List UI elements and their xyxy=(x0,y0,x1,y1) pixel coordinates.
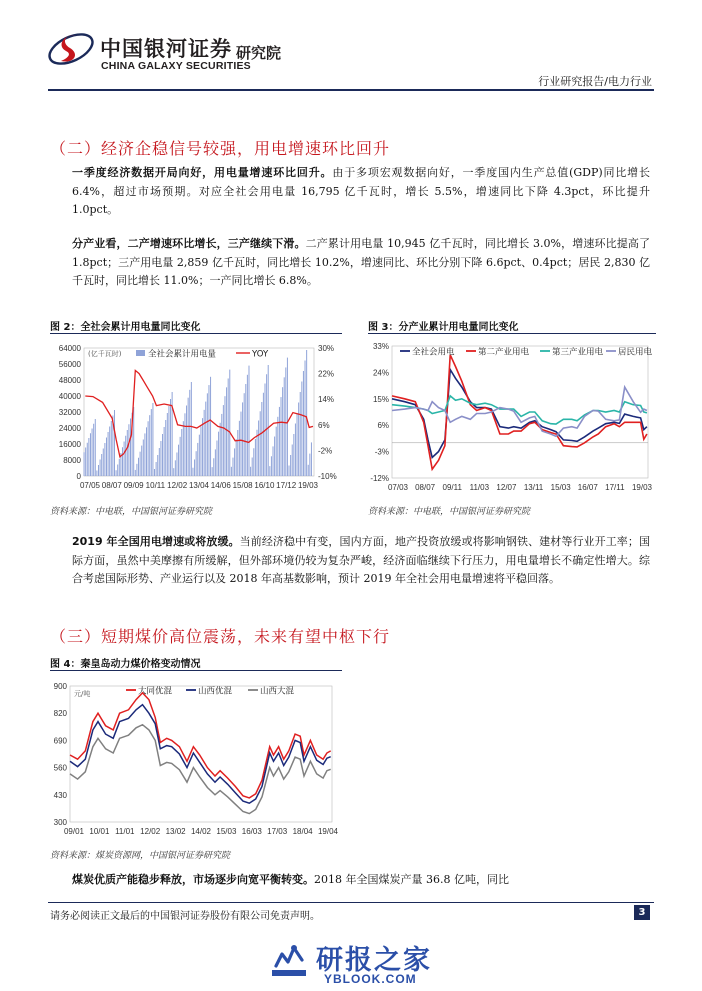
fig2-y-left-tick: 0 xyxy=(76,472,81,481)
fig4-x-tick: 09/01 xyxy=(63,827,85,836)
fig4-x-tick: 17/03 xyxy=(267,827,288,836)
figure-3-source: 资料来源：中电联，中国银河证券研究院 xyxy=(368,507,531,517)
fig2-legend-bar: 全社会累计用电量 xyxy=(148,349,217,360)
fig2-x-tick: 09/09 xyxy=(123,481,144,490)
footer-disclaimer: 请务必阅读正文最后的中国银河证券股份有限公司免责声明。 xyxy=(50,911,320,922)
fig2-x-tick: 19/03 xyxy=(297,481,319,490)
header-rule xyxy=(48,89,654,91)
fig3-legend-label: 居民用电 xyxy=(618,347,653,358)
fig2-bar xyxy=(223,405,224,476)
figure-4-source: 资料来源：煤炭资源网，中国银河证券研究院 xyxy=(50,851,231,861)
paragraph-3-lead: 2019 年全国用电增速或将放缓。 xyxy=(72,535,240,548)
fig4-x-tick: 18/04 xyxy=(292,827,313,836)
fig2-bar xyxy=(175,460,176,476)
fig2-bar xyxy=(268,365,269,476)
fig2-y-left-tick: 8000 xyxy=(63,456,81,465)
fig2-bar xyxy=(229,370,230,476)
fig2-bar xyxy=(212,467,213,476)
fig2-bar xyxy=(130,419,131,477)
fig2-bar xyxy=(95,419,96,476)
figure-4-title: 图 4：秦皇岛动力煤价格变动情况 xyxy=(50,659,201,670)
fig2-bar xyxy=(258,421,259,477)
fig2-y-left-tick: 16000 xyxy=(58,440,81,449)
fig2-bar xyxy=(151,409,152,476)
fig2-bar xyxy=(208,385,209,476)
fig4-legend-label: 山西大混 xyxy=(260,686,295,697)
paragraph-2-body: 二产累计用电量 10,945 亿千瓦时，同比增长 3.0%，增速环比提高了 1.8pct；三产用电量 2,859 亿千瓦时，同比增长 10.2%，增速同比、环比分别下降 6.6pct、0.4pct；居民 2,830 亿千瓦时，同比增长 11.0%；一产同比增长 6.8%。 xyxy=(72,237,650,287)
fig2-bar xyxy=(168,406,169,476)
fig2-bar xyxy=(247,375,248,476)
figure-4-chart xyxy=(30,672,348,844)
fig2-legend-line: YOY xyxy=(252,349,269,360)
fig2-bar xyxy=(128,424,129,476)
fig3-y-tick: 6% xyxy=(377,421,389,431)
fig4-x-tick: 14/02 xyxy=(190,827,212,836)
fig4-x-tick: 11/01 xyxy=(115,827,135,836)
fig2-bar xyxy=(133,407,134,476)
fig2-bar xyxy=(85,448,86,477)
figure-2-title: 图 2：全社会累计用电量同比变化 xyxy=(50,322,201,333)
fig2-bar xyxy=(93,424,94,476)
paragraph-2 xyxy=(72,235,650,291)
fig2-bar xyxy=(215,449,216,476)
report-category: 行业研究报告/电力行业 xyxy=(538,75,652,88)
fig2-bar xyxy=(295,424,296,477)
fig4-x-tick: 19/04 xyxy=(317,827,339,836)
figure-2-source: 资料来源：中电联，中国银河证券研究院 xyxy=(50,507,213,517)
figure-3-title-rule xyxy=(368,333,656,334)
fig2-bar xyxy=(148,421,149,476)
fig2-bar xyxy=(308,465,309,476)
fig4-plot-area xyxy=(70,686,332,822)
page-number: 3 xyxy=(634,905,650,920)
fig2-bar xyxy=(188,398,189,476)
fig3-x-tick: 13/11 xyxy=(523,483,544,492)
fig2-y-right-tick: -2% xyxy=(318,446,333,456)
paragraph-1-lead: 一季度经济数据开局向好，用电量增速环比回升。 xyxy=(72,166,333,179)
fig2-bar xyxy=(194,459,195,476)
figure-2-title-rule xyxy=(50,333,342,334)
fig2-bar xyxy=(176,453,177,477)
fig2-bar xyxy=(266,374,267,476)
paragraph-4-lead: 煤炭优质产能稳步释放，市场逐步向宽平衡转变。 xyxy=(72,873,314,886)
fig4-x-tick: 13/02 xyxy=(165,827,186,836)
paragraph-3-body: 当前经济稳中有变，国内方面，地产投资放缓或将影响钢铁、建材等行业开工率；国际方面，虽然中美摩擦有所缓解，但外部环境仍较为复杂严峻，经济面临继续下行压力，用电量增长不确定性增大。综合考虑国际形势、产业运行以及 2018 年高基数影响，预计 2019 年全社会用电量增速将平稳回落。 xyxy=(72,535,650,585)
fig3-legend-label: 全社会用电 xyxy=(412,347,455,358)
fig2-bar xyxy=(202,418,203,476)
fig2-bar xyxy=(282,387,283,476)
fig3-y-tick: 33% xyxy=(372,342,389,351)
fig2-bar xyxy=(138,458,139,476)
fig2-bar xyxy=(181,429,182,476)
fig2-bar xyxy=(178,445,179,476)
fig2-bar xyxy=(184,413,185,476)
fig2-bar xyxy=(156,462,157,476)
fig2-y-right-tick: -10% xyxy=(318,472,337,481)
fig2-bar xyxy=(189,390,190,476)
fig3-y-tick: -12% xyxy=(370,474,389,483)
logo-cn-text: 中国银河证券 xyxy=(100,37,232,61)
fig2-bar xyxy=(269,466,270,476)
fig2-bar xyxy=(103,449,104,477)
watermark-logo-icon xyxy=(268,940,310,982)
fig2-bar xyxy=(297,413,298,476)
fig2-bar xyxy=(245,384,246,476)
fig2-bar xyxy=(239,421,240,476)
fig2-bar xyxy=(164,427,165,476)
fig2-bar xyxy=(236,439,237,476)
fig2-bar xyxy=(101,454,102,476)
section-title-3: （三）短期煤价高位震荡，未来有望中枢下行 xyxy=(50,627,391,646)
fig2-bar xyxy=(191,382,192,476)
fig2-y-right-tick: 6% xyxy=(318,420,330,430)
fig2-bar xyxy=(232,458,233,476)
fig2-bar xyxy=(248,366,249,476)
fig2-bar xyxy=(279,407,280,476)
fig2-bar xyxy=(237,430,238,476)
fig2-bar xyxy=(192,468,193,476)
fig2-bar xyxy=(234,448,235,476)
fig2-x-tick: 08/07 xyxy=(101,481,122,490)
fig2-bar xyxy=(92,429,93,477)
fig2-bar xyxy=(221,414,222,476)
fig2-bar xyxy=(157,455,158,476)
fig2-x-tick: 13/04 xyxy=(188,481,210,490)
fig3-x-tick: 09/11 xyxy=(442,483,462,492)
fig2-bar xyxy=(242,402,243,476)
logo xyxy=(46,24,96,74)
fig4-legend-label: 山西优混 xyxy=(198,686,233,697)
fig2-bar xyxy=(276,427,277,476)
fig4-x-tick: 12/02 xyxy=(140,827,161,836)
fig2-bar xyxy=(303,371,304,476)
fig2-y-left-tick: 32000 xyxy=(58,408,81,417)
fig2-bar xyxy=(146,427,147,476)
fig2-bar xyxy=(117,465,118,477)
fig2-bar xyxy=(154,469,155,476)
fig2-bar xyxy=(200,426,201,476)
fig2-bar xyxy=(199,435,200,476)
fig2-bar xyxy=(172,392,173,476)
fig2-bar xyxy=(204,410,205,476)
fig3-x-tick: 11/03 xyxy=(469,483,490,492)
fig2-bar xyxy=(116,470,117,476)
fig2-bar xyxy=(216,441,217,476)
fig2-x-tick: 07/05 xyxy=(79,481,101,490)
figure-2-chart xyxy=(48,336,344,500)
watermark-cn: 研报之家 xyxy=(316,945,432,976)
fig2-bar xyxy=(207,393,208,476)
fig2-bar xyxy=(109,427,110,477)
fig4-y-tick: 560 xyxy=(53,763,67,773)
paragraph-1-body: 由于多项宏观数据向好，一季度国内生产总值(GDP)同比增长 6.4%，超过市场预期。对应全社会用电量 16,795 亿千瓦时，增长 5.5%，增速同比下降 4.3pct，环比提升 1.0pct。 xyxy=(72,166,651,216)
footer-rule xyxy=(48,902,654,903)
fig2-bar xyxy=(218,432,219,476)
watermark xyxy=(268,938,488,988)
fig2-y-left-tick: 24000 xyxy=(58,424,81,433)
fig2-bar xyxy=(152,403,153,476)
fig2-bar xyxy=(205,402,206,476)
paragraph-1 xyxy=(72,164,650,220)
fig2-y-right-tick: 22% xyxy=(318,369,335,379)
fig2-bar xyxy=(287,358,288,476)
fig2-bar xyxy=(170,399,171,476)
figure-3-chart xyxy=(362,336,658,500)
paragraph-3 xyxy=(72,533,650,589)
fig3-x-tick: 08/07 xyxy=(415,483,436,492)
fig2-bar xyxy=(144,433,145,476)
section-title-2: （二）经济企稳信号较强，用电增速环比回升 xyxy=(50,139,391,158)
fig4-legend-label: 大同优混 xyxy=(138,686,173,697)
fig2-bar xyxy=(196,451,197,476)
logo-sub-text: 研究院 xyxy=(236,44,282,62)
fig2-bar xyxy=(253,448,254,476)
paragraph-4-body: 2018 年全国煤炭产量 36.8 亿吨，同比 xyxy=(314,873,509,886)
fig4-x-tick: 15/03 xyxy=(216,827,237,836)
fig2-bar xyxy=(273,446,274,476)
fig2-y-right-tick: 30% xyxy=(318,344,335,353)
fig2-bar xyxy=(284,377,285,476)
fig2-bar xyxy=(250,467,251,476)
fig2-bar xyxy=(186,406,187,477)
fig2-bar xyxy=(159,448,160,476)
fig2-bar xyxy=(127,430,128,476)
fig2-bar xyxy=(119,459,120,476)
fig2-bar xyxy=(220,423,221,476)
fig2-bar xyxy=(167,413,168,476)
paragraph-2-lead: 分产业看，二产增速环比增长，三产继续下滑。 xyxy=(72,237,306,250)
fig2-bar xyxy=(88,438,89,476)
fig4-x-tick: 10/01 xyxy=(89,827,110,836)
fig2-bar xyxy=(305,361,306,477)
fig4-y-tick: 900 xyxy=(53,682,67,691)
fig3-legend-label: 第二产业用电 xyxy=(478,347,530,358)
fig2-y-left-tick: 64000 xyxy=(58,344,81,353)
fig2-bar xyxy=(122,447,123,476)
fig2-bar xyxy=(292,445,293,477)
fig2-bar xyxy=(301,382,302,477)
fig2-bar xyxy=(197,443,198,476)
fig3-x-tick: 15/03 xyxy=(550,483,571,492)
fig4-y-tick: 430 xyxy=(53,790,67,800)
fig3-legend-label: 第三产业用电 xyxy=(552,347,604,358)
fig2-bar xyxy=(84,452,85,476)
fig2-bar xyxy=(210,377,211,476)
fig2-y-right-tick: 14% xyxy=(318,395,335,405)
fig2-bar xyxy=(173,468,174,476)
figure-3-title: 图 3：分产业累计用电量同比变化 xyxy=(368,322,519,333)
fig2-bar xyxy=(309,454,310,476)
fig2-x-tick: 16/10 xyxy=(254,481,275,490)
galaxy-logo-icon xyxy=(46,24,96,74)
fig2-legend-swatch-bar xyxy=(136,350,145,356)
fig2-bar xyxy=(240,412,241,476)
watermark-en: YBLOOK.COM xyxy=(324,972,417,986)
fig2-bar xyxy=(289,466,290,477)
fig2-bar xyxy=(124,442,125,477)
fig2-bar xyxy=(183,421,184,476)
fig2-bar xyxy=(111,421,112,476)
fig2-bar xyxy=(274,437,275,476)
fig2-x-tick: 12/02 xyxy=(167,481,188,490)
fig2-bar xyxy=(136,464,137,476)
fig3-x-tick: 19/03 xyxy=(631,483,653,492)
fig3-y-tick: 24% xyxy=(372,368,389,378)
fig3-x-tick: 07/03 xyxy=(387,483,409,492)
fig2-x-tick: 14/06 xyxy=(210,481,231,490)
fig2-bar xyxy=(104,443,105,476)
fig2-bar xyxy=(263,393,264,476)
fig2-bar xyxy=(293,434,294,476)
fig2-unit-label: (亿千瓦时) xyxy=(88,350,122,358)
fig4-y-tick: 820 xyxy=(53,709,67,719)
fig2-x-tick: 15/08 xyxy=(232,481,253,490)
fig2-bar xyxy=(90,433,91,476)
fig2-bar xyxy=(306,350,307,476)
fig2-bar xyxy=(98,465,99,476)
fig3-x-tick: 16/07 xyxy=(577,483,598,492)
fig3-y-tick: -3% xyxy=(374,447,389,457)
fig2-bar xyxy=(141,446,142,476)
fig2-bar xyxy=(108,432,109,476)
figure-4-title-rule xyxy=(50,670,342,671)
fig2-x-tick: 10/11 xyxy=(145,481,166,490)
fig2-bar xyxy=(135,470,136,476)
logo-en-text: CHINA GALAXY SECURITIES xyxy=(101,60,251,72)
fig2-bar xyxy=(213,458,214,476)
fig2-bar xyxy=(100,460,101,477)
fig2-bar xyxy=(106,438,107,477)
fig2-bar xyxy=(252,458,253,477)
fig3-x-tick: 17/11 xyxy=(605,483,625,492)
fig2-bar xyxy=(125,436,126,476)
fig2-y-left-tick: 56000 xyxy=(58,360,81,369)
fig2-bar xyxy=(261,402,262,476)
fig2-bar xyxy=(290,455,291,476)
fig2-bar xyxy=(228,378,229,476)
fig2-bar xyxy=(311,442,312,476)
fig4-y-tick: 690 xyxy=(53,736,67,746)
fig2-x-tick: 17/12 xyxy=(276,481,297,490)
fig2-bar xyxy=(96,471,97,477)
fig2-bar xyxy=(160,441,161,476)
fig3-x-tick: 12/07 xyxy=(496,483,517,492)
fig2-bar xyxy=(149,415,150,476)
fig2-y-left-tick: 48000 xyxy=(58,376,81,385)
fig2-bar xyxy=(162,434,163,476)
fig3-y-tick: 15% xyxy=(372,394,389,404)
fig2-bar xyxy=(140,452,141,476)
fig2-bar xyxy=(277,417,278,476)
fig2-bar xyxy=(271,456,272,476)
fig4-unit-label: 元/吨 xyxy=(74,690,91,698)
fig2-bar xyxy=(260,411,261,476)
paragraph-4 xyxy=(72,871,650,890)
fig2-y-left-tick: 40000 xyxy=(58,392,81,401)
fig2-bar xyxy=(226,387,227,476)
fig2-bar xyxy=(255,439,256,476)
fig2-bar xyxy=(165,420,166,476)
fig2-bar xyxy=(143,440,144,477)
fig2-bar xyxy=(244,393,245,476)
fig2-bar xyxy=(224,396,225,476)
fig2-bar xyxy=(87,443,88,476)
fig4-y-tick: 300 xyxy=(53,818,67,827)
fig2-bar xyxy=(180,437,181,476)
fig4-x-tick: 16/03 xyxy=(241,827,262,836)
fig2-bar xyxy=(285,367,286,476)
fig2-bar xyxy=(114,410,115,476)
fig2-bar xyxy=(281,397,282,476)
fig2-bar xyxy=(231,467,232,476)
fig2-bar xyxy=(300,392,301,476)
